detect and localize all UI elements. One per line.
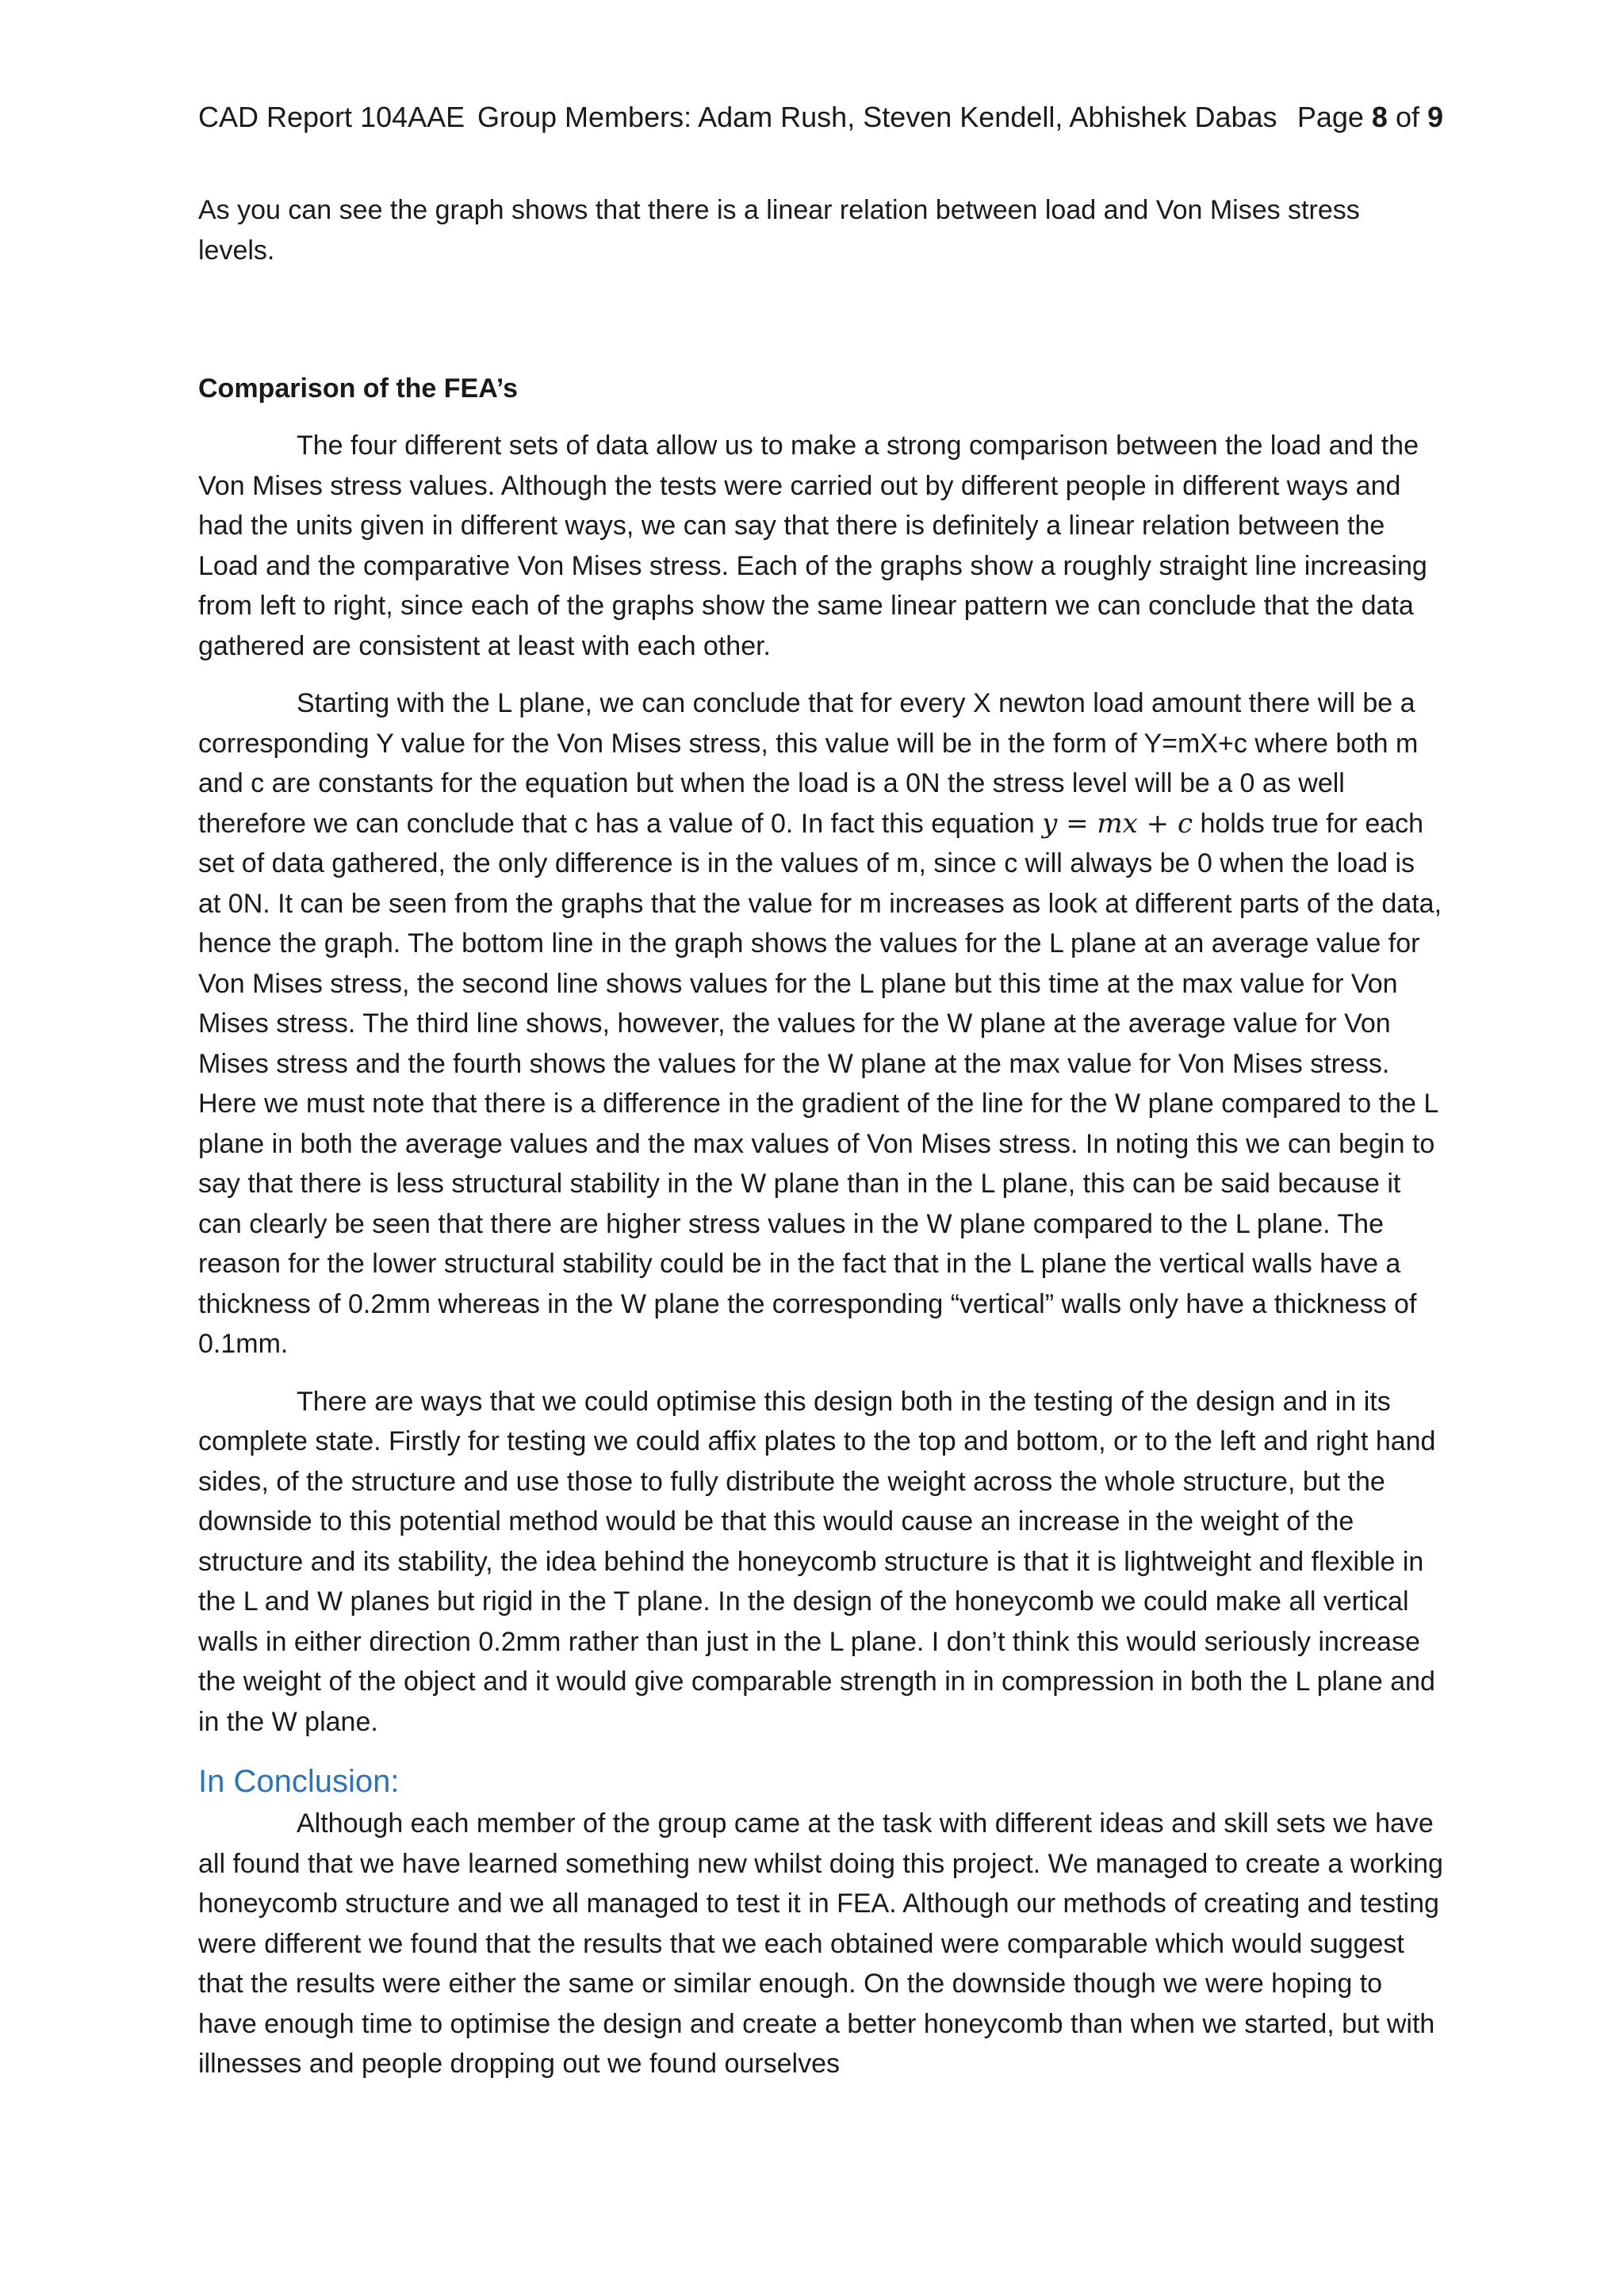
page-total: 9 bbox=[1427, 101, 1443, 133]
conclusion-paragraph: Although each member of the group came at the task with different ideas and skill sets we have all found that we have learned something new whilst doing this project. We managed to create a working honeycomb structure and we all managed to test it in FEA. Although our methods of creating and testing were different we found that the results that we each obtained were comparable which would suggest that the results were either the same or similar enough. On the downside though we were hoping to have enough time to optimise the design and create a better honeycomb than when we started, but with illnesses and people dropping out we found ourselves bbox=[198, 1808, 1443, 2079]
linear-equation: y = mx + c bbox=[1042, 807, 1193, 840]
comparison-heading: Comparison of the FEA’s bbox=[198, 373, 519, 404]
intro-paragraph: As you can see the graph shows that there is a linear relation between load and Von Mises stress levels. bbox=[198, 195, 1360, 266]
comparison-paragraph-1: The four different sets of data allow us to make a strong comparison between the load and the Von Mises stress values. Although the tests were carried out by different people in different ways and had the units given in different ways, we can say that there is definitely a linear relation between the Load and the comparative Von Mises stress. Each of the graphs show a roughly straight line increasing from left to right, since each of the graphs show the same linear pattern we can conclude that the data gathered are consistent at least with each other. bbox=[198, 430, 1427, 661]
document-body bbox=[198, 190, 1443, 2102]
report-title: CAD Report 104AAE bbox=[198, 101, 465, 133]
group-members: Group Members: Adam Rush, Steven Kendell, Abhishek Dabas bbox=[477, 101, 1277, 133]
page-header bbox=[198, 94, 1443, 141]
conclusion-heading: In Conclusion: bbox=[198, 1764, 400, 1799]
page-current: 8 bbox=[1371, 101, 1388, 133]
comparison-paragraph-3: There are ways that we could optimise this design both in the testing of the design and in its complete state. Firstly for testing we could affix plates to the top and bottom, or to the left and right hand sides, of the structure and use those to fully distribute the weight across the whole structure, but the downside to this potential method would be that this would cause an increase in the weight of the structure and its stability, the idea behind the honeycomb structure is that it is lightweight and flexible in the L and W planes but rigid in the T plane. In the design of the honeycomb we could make all vertical walls in either direction 0.2mm rather than just in the L plane. I don’t think this would seriously increase the weight of the object and it would give comparable strength in in compression in both the L plane and in the W plane. bbox=[198, 1386, 1436, 1737]
comparison-paragraph-2: Starting with the L plane, we can conclude that for every X newton load amount there will be a corresponding Y value for the Von Mises stress, this value will be in the form of Y=mX+c where both m and c are constants for the equation but when the load is a 0N the stress level will be a 0 as well therefore we can conclude that c has a value of 0. In fact this equation y = mx + c holds true for each set of data gathered, the only difference is in the values of m, since c will always be 0 when the load is at 0N. It can be seen from the graphs that the value for m increases as look at different parts of the data, hence the graph. The bottom line in the graph shows the values for the L plane at an average value for Von Mises stress, the second line shows values for the L plane but this time at the max value for Von Mises stress. The third line shows, however, the values for the W plane at the average value for Von Mises stress and the fourth shows the values for the W plane at the max value for Von Mises stress. Here we must note that there is a difference in the gradient of the line for the W plane compared to the L plane in both the average values and the max values of Von Mises stress. In noting this we can begin to say that there is less structural stability in the W plane than in the L plane, this can be said because it can clearly be seen that there are higher stress values in the W plane compared to the L plane. The reason for the lower structural stability could be in the fact that in the L plane the vertical walls have a thickness of 0.2mm whereas in the W plane the corresponding “vertical” walls only have a thickness of 0.1mm. bbox=[198, 688, 1442, 1359]
page-number: Page 8 of 9 bbox=[1297, 101, 1443, 133]
